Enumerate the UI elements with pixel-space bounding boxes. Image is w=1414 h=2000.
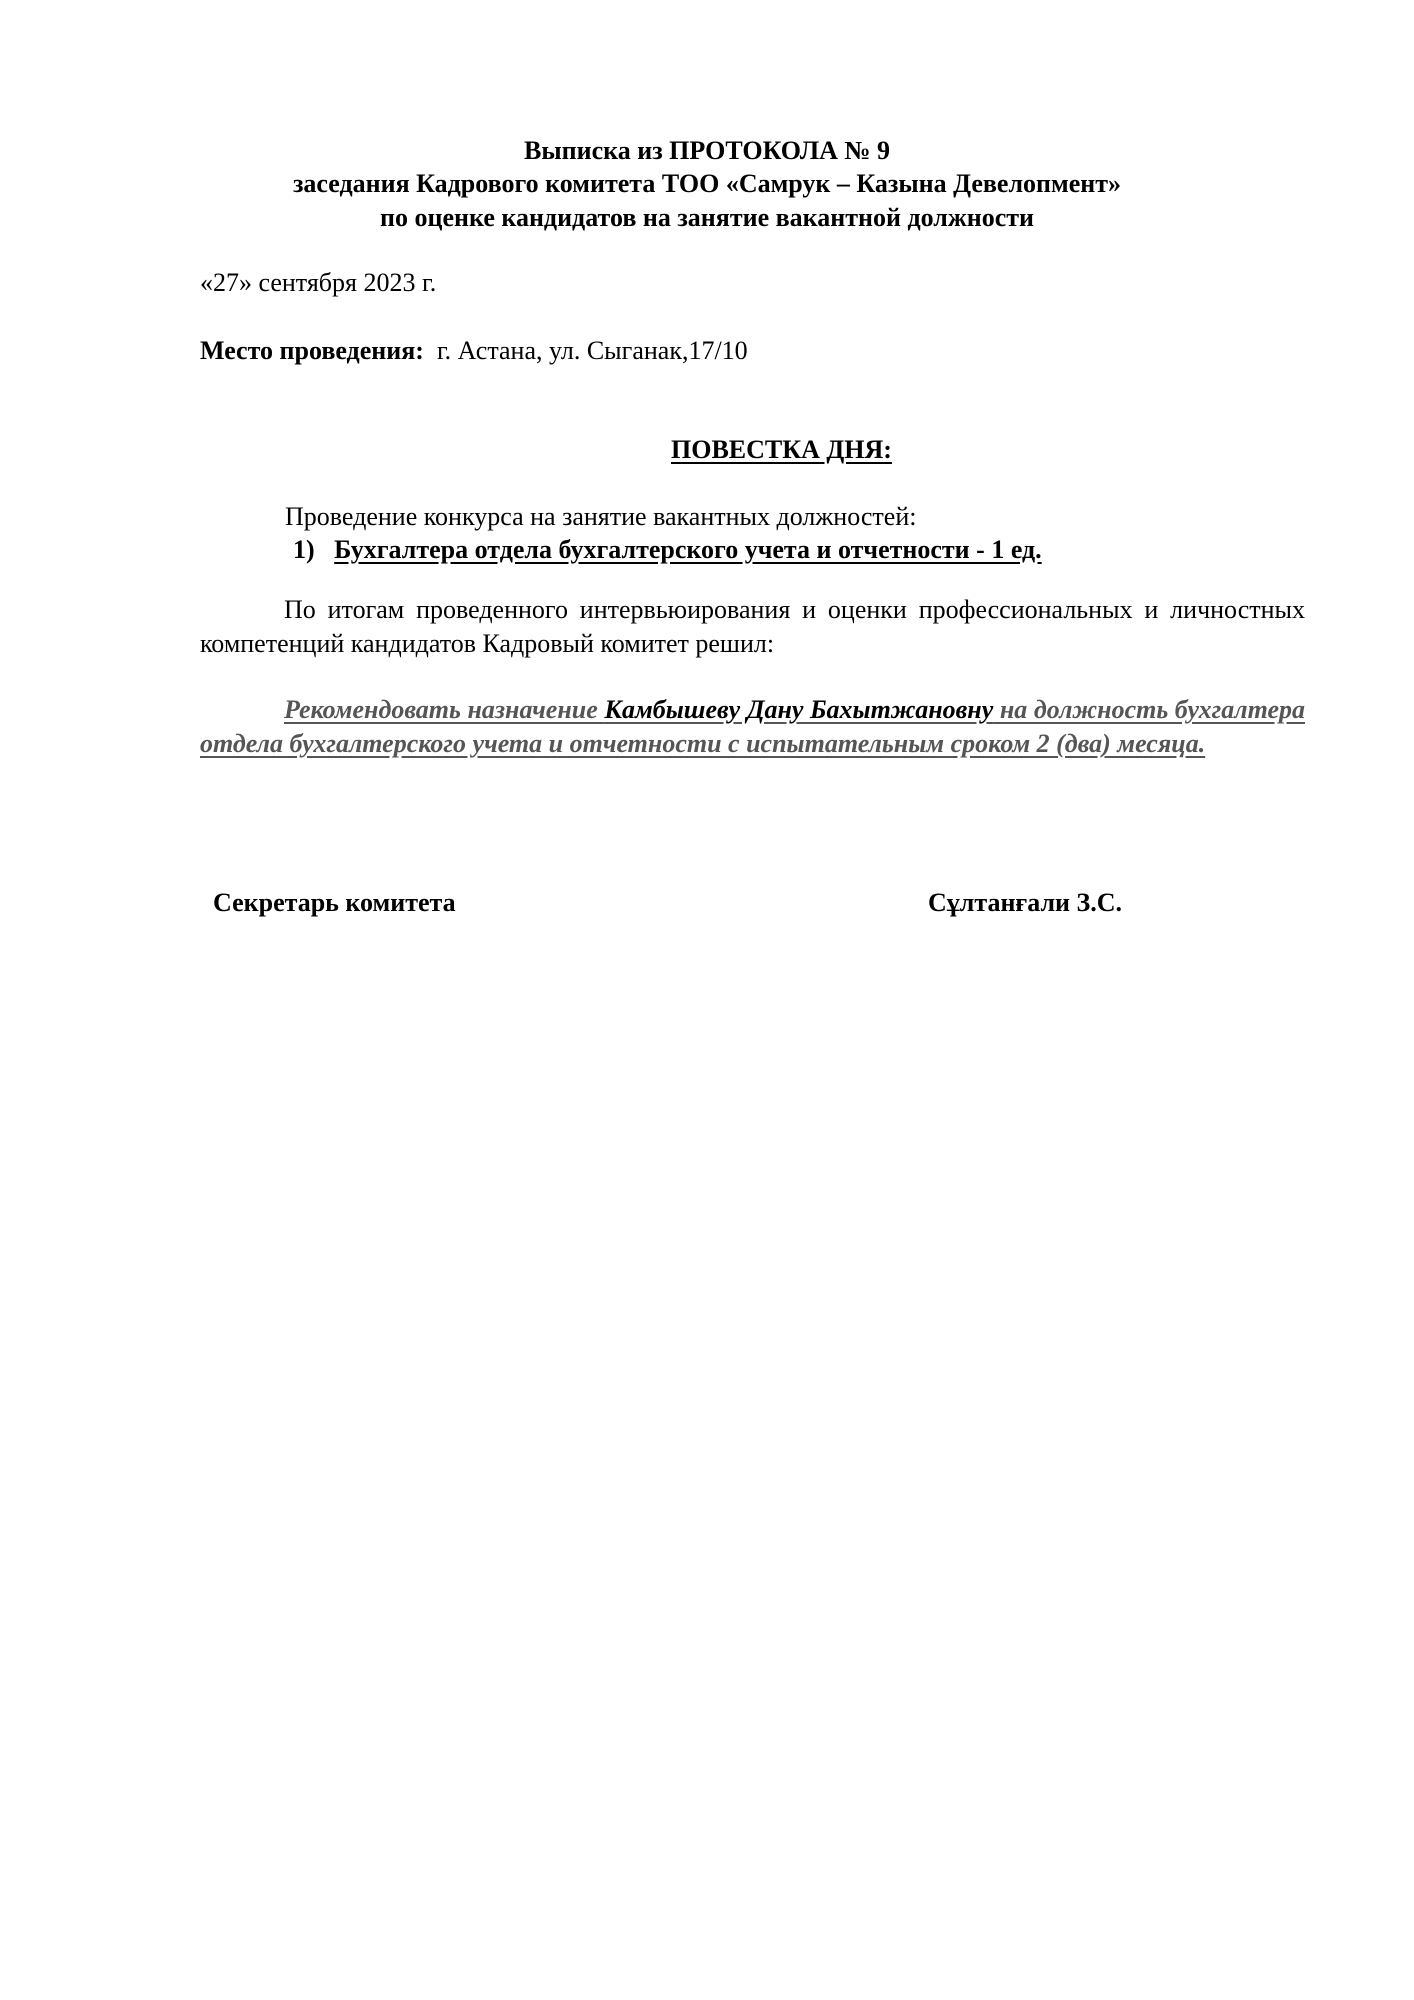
- agenda-title: ПОВЕСТКА ДНЯ:: [671, 435, 892, 464]
- agenda-intro: Проведение конкурса на занятие вакантных должностей:: [285, 502, 917, 531]
- signature-role: Секретарь комитета: [213, 888, 456, 917]
- agenda-item-text: Бухгалтера отдела бухгалтерского учета и отчетности - 1 ед.: [334, 535, 1042, 564]
- agenda-item-number: 1): [293, 535, 315, 564]
- decision-text-end: на должность бухгалтера отдела бухгалтерского учета и отчетности с испытательным сроком 2 (два) месяца.: [200, 695, 1305, 758]
- result-paragraph: По итогам проведенного интервьюирования и оценки профессиональных и личностных компетенций кандидатов Кадровый комитет решил:: [200, 595, 1305, 658]
- venue-line: [200, 334, 748, 368]
- candidate-name: Камбышеву Дану Бахытжановну: [604, 695, 994, 724]
- agenda-item: [293, 533, 1042, 567]
- signature-name: Сұлтанғали З.С.: [928, 888, 1123, 917]
- venue-value: г. Астана, ул. Сыганак,17/10: [436, 336, 748, 365]
- decision-text-start: Рекомендовать назначение: [284, 695, 605, 724]
- venue-label: Место проведения:: [200, 336, 424, 365]
- meeting-date: «27» сентября 2023 г.: [200, 268, 437, 297]
- document-subtitle: заседания Кадрового комитета ТОО «Самрук – Казына Девелопмент»: [292, 169, 1122, 198]
- document-subtitle-topic: по оценке кандидатов на занятие вакантной должности: [380, 203, 1034, 232]
- decision-paragraph: [200, 693, 1305, 761]
- document-title: Выписка из ПРОТОКОЛА № 9: [524, 136, 890, 165]
